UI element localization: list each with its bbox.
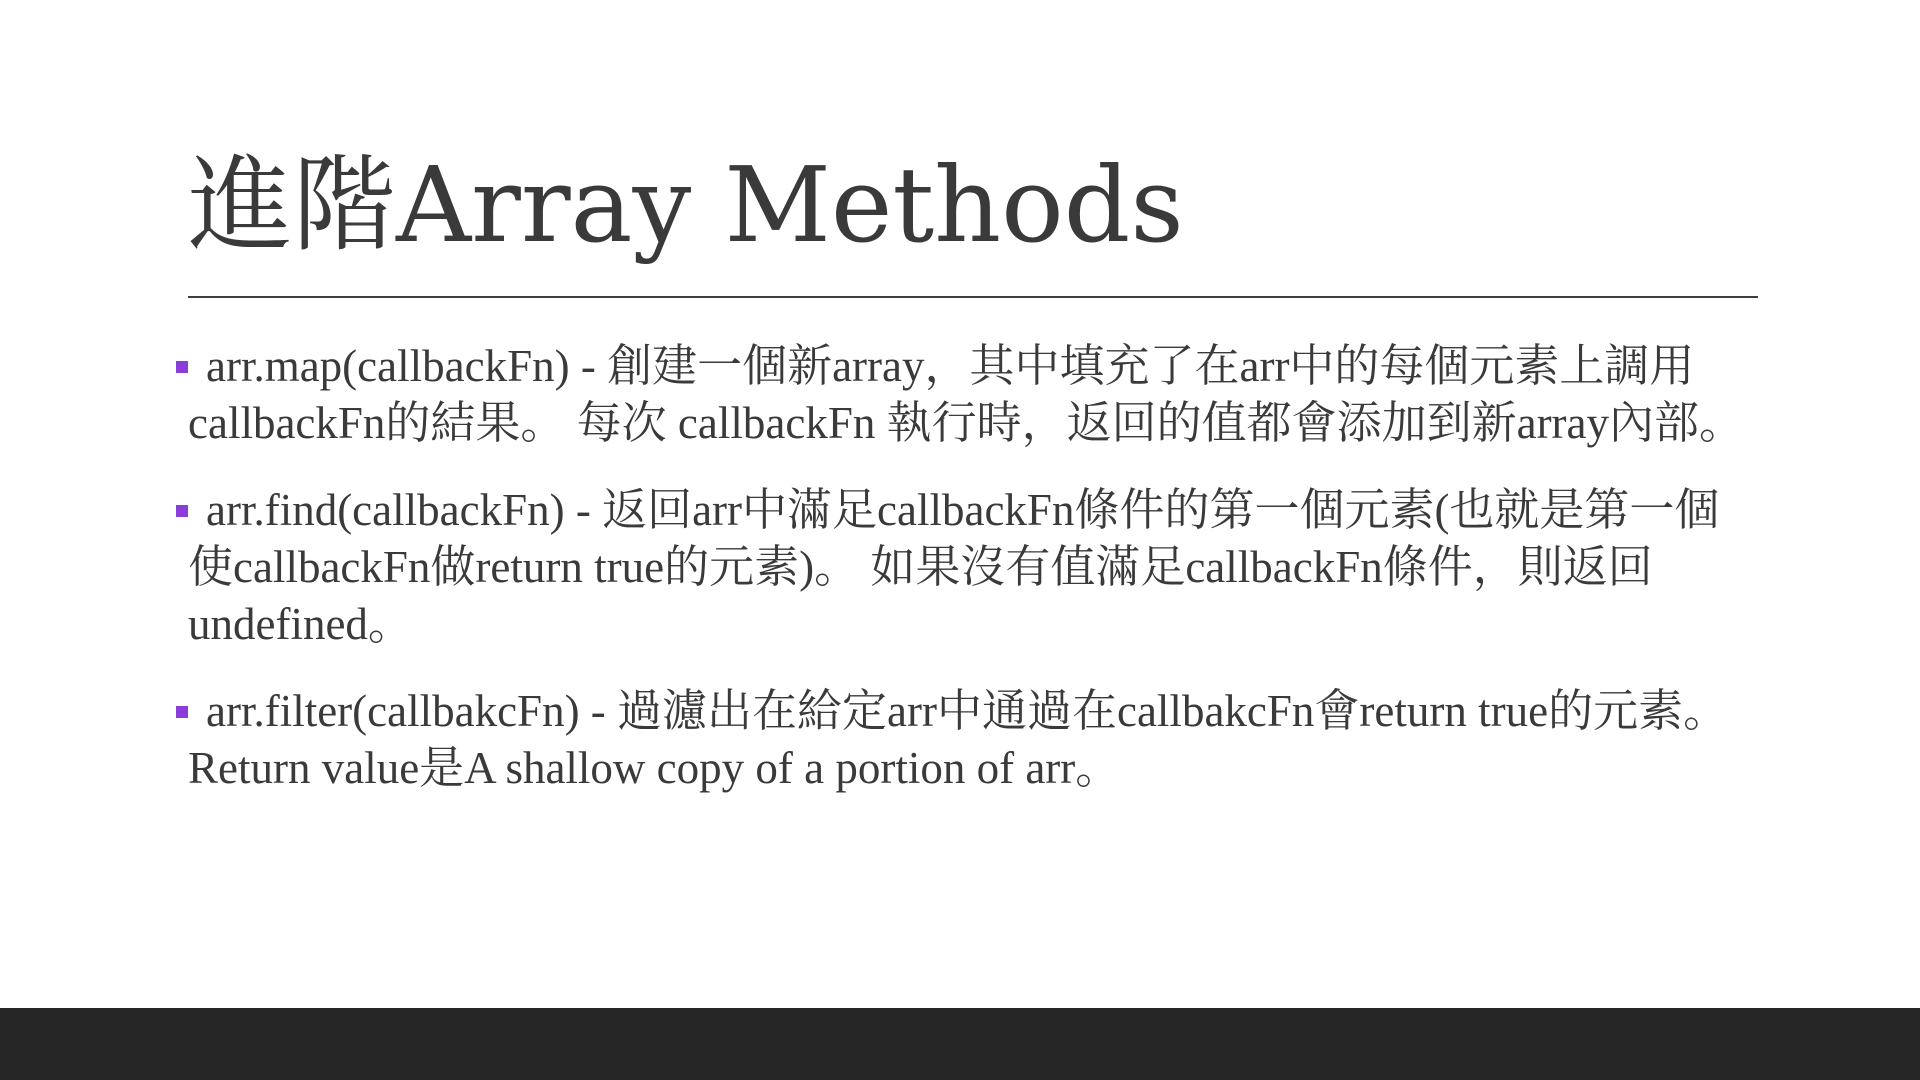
bullet-text: arr.map(callbackFn) - 創建一個新array，其中填充了在arr中的每個元素上調用callbackFn的結果。 每次 callbackFn 執行時，返回的值都會添加到新array內部。 [188, 341, 1745, 448]
bullet-list [188, 338, 1758, 827]
footer-band [0, 1008, 1920, 1080]
bullet-item-filter [188, 683, 1758, 797]
square-bullet-icon [176, 706, 188, 718]
bullet-text: arr.find(callbackFn) - 返回arr中滿足callbackFn條件的第一個元素(也就是第一個使callbackFn做return true的元素)。 如果沒有值滿足callbackFn條件，則返回 undefined。 [188, 485, 1720, 649]
title-divider [188, 296, 1758, 298]
square-bullet-icon [176, 505, 188, 517]
bullet-text: arr.filter(callbakcFn) - 過濾出在給定arr中通過在callbakcFn會return true的元素。Return value是A shallow copy of a portion of arr。 [188, 686, 1729, 793]
bullet-item-find [188, 482, 1758, 653]
bullet-item-map [188, 338, 1758, 452]
square-bullet-icon [176, 361, 188, 373]
slide-title: 進階Array Methods [188, 144, 1184, 266]
